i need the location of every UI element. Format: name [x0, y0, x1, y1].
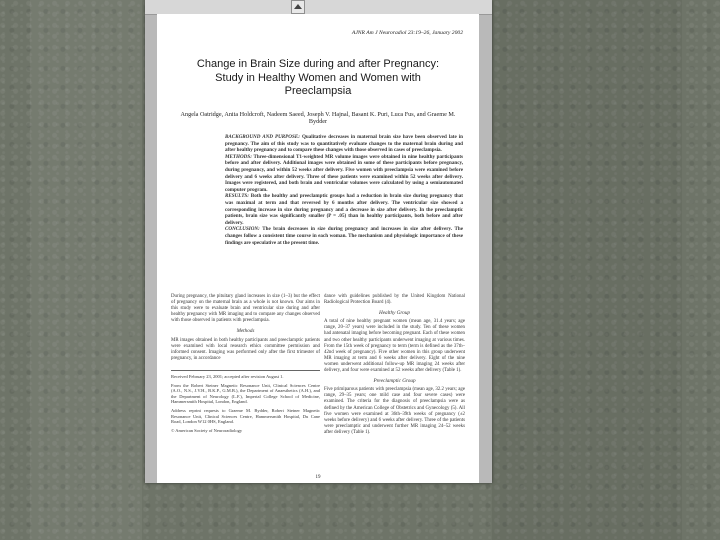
- section-heading-healthy: Healthy Group: [378, 310, 411, 317]
- abstract-label: METHODS:: [225, 153, 252, 160]
- arrow-up-icon: [292, 1, 304, 13]
- intro-continued: dance with guidelines published by the United Kingdom National Radiological Protection Board (4).: [324, 294, 465, 306]
- abstract-methods: [225, 154, 463, 194]
- article-title: Change in Brain Size during and after Pregnancy: Study in Healthy Women and Women with Preeclampsia: [196, 58, 440, 97]
- abstract-label: BACKGROUND AND PURPOSE:: [225, 134, 300, 140]
- article-authors: Angela Oatridge, Anita Holdcroft, Nadeem Saeed, Joseph V. Hajnal, Basant K. Puri, Luca Fus, and Graeme M. Bydder: [180, 111, 456, 126]
- background-panel-right: [492, 0, 682, 540]
- abstract-text: The brain decreases in size during pregnancy and increases in size after delivery. The changes follow a consistent time course in each woman. The mechanism and physiologic importance of these findings are speculative at the present time.: [225, 226, 463, 246]
- scroll-up-button[interactable]: [291, 0, 305, 14]
- abstract-label: RESULTS:: [225, 193, 249, 200]
- background-panel-left: [30, 0, 142, 540]
- abstract-text: Both the healthy and preeclamptic groups had a reduction in brain size during pregnancy that was maximal at term and that reversed by 6 months after delivery. The ventricular size showed a corresponding increase in size during pregnancy and a decrease in size after delivery. In the preeclamptic patients, brain size was significantly smaller (P = .05) than in healthy participants, both before and after delivery.: [225, 193, 463, 226]
- abstract-text: Three-dimensional T1-weighted MR volume images were obtained in nine healthy participants before and after delivery. Additional images were obtained in some of these participants before pregnancy, during pregnancy, and within 52 weeks after delivery. Five women with preeclampsia were examined before delivery and 6 weeks after delivery. Three of these patients were examined within 52 weeks after delivery. Images were registered, and both brain and ventricular volumes were calculated by using a semiautomated computer program.: [225, 153, 463, 193]
- intro-paragraph: During pregnancy, the pituitary gland increases in size (1–3) but the effect of pregnancy on the maternal brain as a whole is not known. Our aims in this study were to evaluate brain and ventricular size during and after healthy pregnancy with MR imaging and to compare any changes observed with those observed in patients with preeclampsia.: [171, 294, 320, 324]
- body-column-left: [171, 294, 320, 436]
- abstract-label: CONCLUSION:: [225, 226, 260, 233]
- abstract-conclusion: [225, 226, 463, 246]
- footnote-received: Received February 23, 2001; accepted after revision August 1.: [171, 373, 284, 379]
- abstract: [225, 134, 463, 246]
- healthy-paragraph: A total of nine healthy pregnant women (mean age, 31.4 years; age range, 20–37 years) were included in the study. Ten of these women had antenatal imaging before becoming pregnant. Each of these women and two other healthy participants underwent imaging at various times. From the 15th week of pregnancy to term (term is defined as the 37th–42nd week of pregnancy). Five other women in this group underwent MR imaging at term and 6 weeks after delivery. Eight of the nine women underwent additional follow-up MR imaging 24 weeks after delivery, and four were examined at 52 weeks after delivery (Table 1).: [324, 319, 465, 374]
- methods-paragraph: MR images obtained in both healthy participants and preeclamptic patients were examined with local research ethics committee permission and informed consent. Imaging was performed only after the first trimester of pregnancy, in accordance: [171, 337, 320, 361]
- page-number: 19: [315, 475, 321, 480]
- section-heading-preeclamptic: Preeclamptic Group: [373, 378, 416, 385]
- document-page: [157, 14, 479, 483]
- preeclamptic-paragraph: Five primiparous patients with preeclampsia (mean age, 32.2 years; age range, 29–35 years; one mild case and four severe cases) were examined. The criteria for the diagnosis of preeclampsia were as defined by the American College of Obstetrics and Gynecology (5). All five women were examined at 36th–39th weeks of pregnancy (±2 weeks before delivery) and 6 weeks after delivery. Three of the patients were preeclamptic and underwent further MR imaging 24–52 weeks after delivery (Table 1).: [324, 387, 465, 435]
- body-column-right: [324, 294, 465, 439]
- footnote-address: Address reprint requests to Graeme M. Bydder, Robert Steiner Magnetic Resonance Unit, Clinical Sciences Centre, Hammersmith Hospital, Du Cane Road, London W12 0HS, England.: [171, 407, 320, 425]
- document-viewer[interactable]: [145, 0, 492, 483]
- copyright-notice: © American Society of Neuroradiology: [171, 427, 243, 433]
- abstract-background: [225, 134, 463, 154]
- abstract-text: Qualitative decreases in maternal brain size have been observed late in pregnancy. The aim of this study was to quantitatively evaluate changes to the maternal brain during and after healthy pregnancy and to compare these changes with those observed in cases of preeclampsia.: [225, 134, 463, 154]
- viewer-top-bar: [145, 0, 492, 15]
- footnote-affiliation: From the Robert Steiner Magnetic Resonance Unit, Clinical Sciences Centre (A.O., N.S., J.V.H., B.K.P., G.M.B.), the Department of Anaesthetics (A.H.), and the Department of Neurology (L.F.), Imperial College School of Medicine, Hammersmith Hospital, London, England.: [171, 382, 320, 405]
- running-header: AJNR Am J Neuroradiol 23:19–26, January 2002: [351, 30, 463, 36]
- section-heading: Methods: [236, 328, 255, 335]
- abstract-results: [225, 193, 463, 226]
- footnote: [171, 370, 320, 433]
